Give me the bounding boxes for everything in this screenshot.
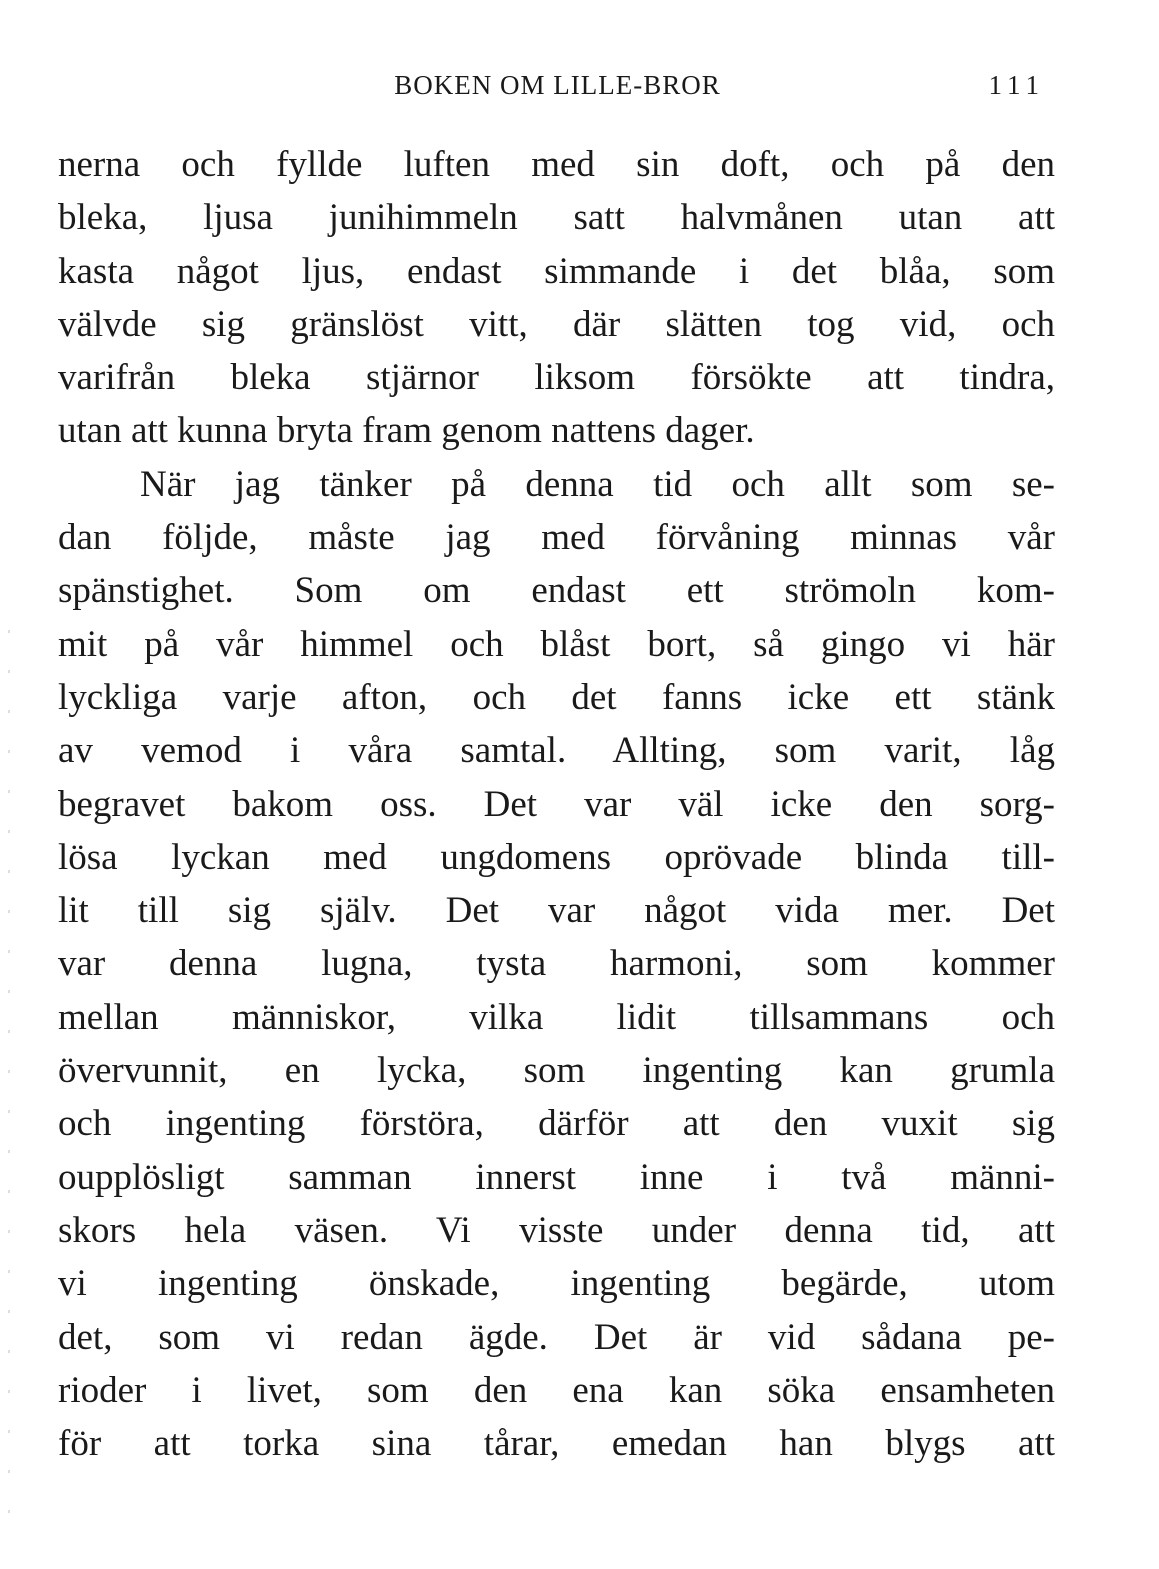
text-line: övervunnit, en lycka, som ingenting kan grumla bbox=[58, 1050, 1055, 1092]
text-line: spänstighet. Som om endast ett strömoln kom- bbox=[58, 570, 1055, 612]
text-line: utan att kunna bryta fram genom nattens dager. bbox=[58, 410, 755, 452]
text-line: skors hela väsen. Vi visste under denna tid, att bbox=[58, 1209, 1055, 1251]
text-line: det, som vi redan ägde. Det är vid sådana pe- bbox=[58, 1316, 1055, 1358]
page-number: 111 bbox=[988, 70, 1045, 100]
text-line: nerna och fyllde luften med sin doft, och på den bbox=[58, 144, 1055, 185]
text-line: kasta något ljus, endast simmande i det blåa, som bbox=[58, 250, 1055, 292]
text-line: lösa lyckan med ungdomens oprövade blinda till- bbox=[58, 836, 1055, 878]
body-text bbox=[58, 138, 1055, 1470]
text-line: välvde sig gränslöst vitt, där slätten tog vid, och bbox=[58, 303, 1055, 345]
text-line: för att torka sina tårar, emedan han blygs att bbox=[58, 1423, 1055, 1465]
text-line: vi ingenting önskade, ingenting begärde, utom bbox=[58, 1263, 1055, 1305]
text-line: och ingenting förstöra, därför att den vuxit sig bbox=[58, 1103, 1055, 1145]
text-line: mellan människor, vilka lidit tillsammans och bbox=[58, 996, 1055, 1038]
text-line: begravet bakom oss. Det var väl icke den sorg- bbox=[58, 783, 1055, 825]
text-line: mit på vår himmel och blåst bort, så gingo vi här bbox=[58, 623, 1055, 665]
text-line: lyckliga varje afton, och det fanns icke ett stänk bbox=[58, 676, 1055, 718]
text-line: oupplösligt samman innerst inne i två männi- bbox=[58, 1156, 1055, 1198]
text-line: av vemod i våra samtal. Allting, som varit, låg bbox=[58, 730, 1055, 772]
page-header bbox=[60, 70, 1055, 110]
text-line: dan följde, måste jag med förvåning minnas vår bbox=[58, 517, 1055, 559]
text-line: När jag tänker på denna tid och allt som se- bbox=[140, 463, 1055, 505]
running-title: BOKEN OM LILLE-BROR bbox=[394, 70, 721, 100]
text-line: varifrån bleka stjärnor liksom försökte att tindra, bbox=[58, 357, 1055, 399]
text-line: rioder i livet, som den ena kan söka ensamheten bbox=[58, 1369, 1055, 1411]
text-line: lit till sig själv. Det var något vida mer. Det bbox=[58, 890, 1055, 932]
scan-margin-marks bbox=[8, 630, 10, 1530]
text-line: var denna lugna, tysta harmoni, som kommer bbox=[58, 943, 1055, 985]
text-line: bleka, ljusa junihimmeln satt halvmånen utan att bbox=[58, 197, 1055, 239]
